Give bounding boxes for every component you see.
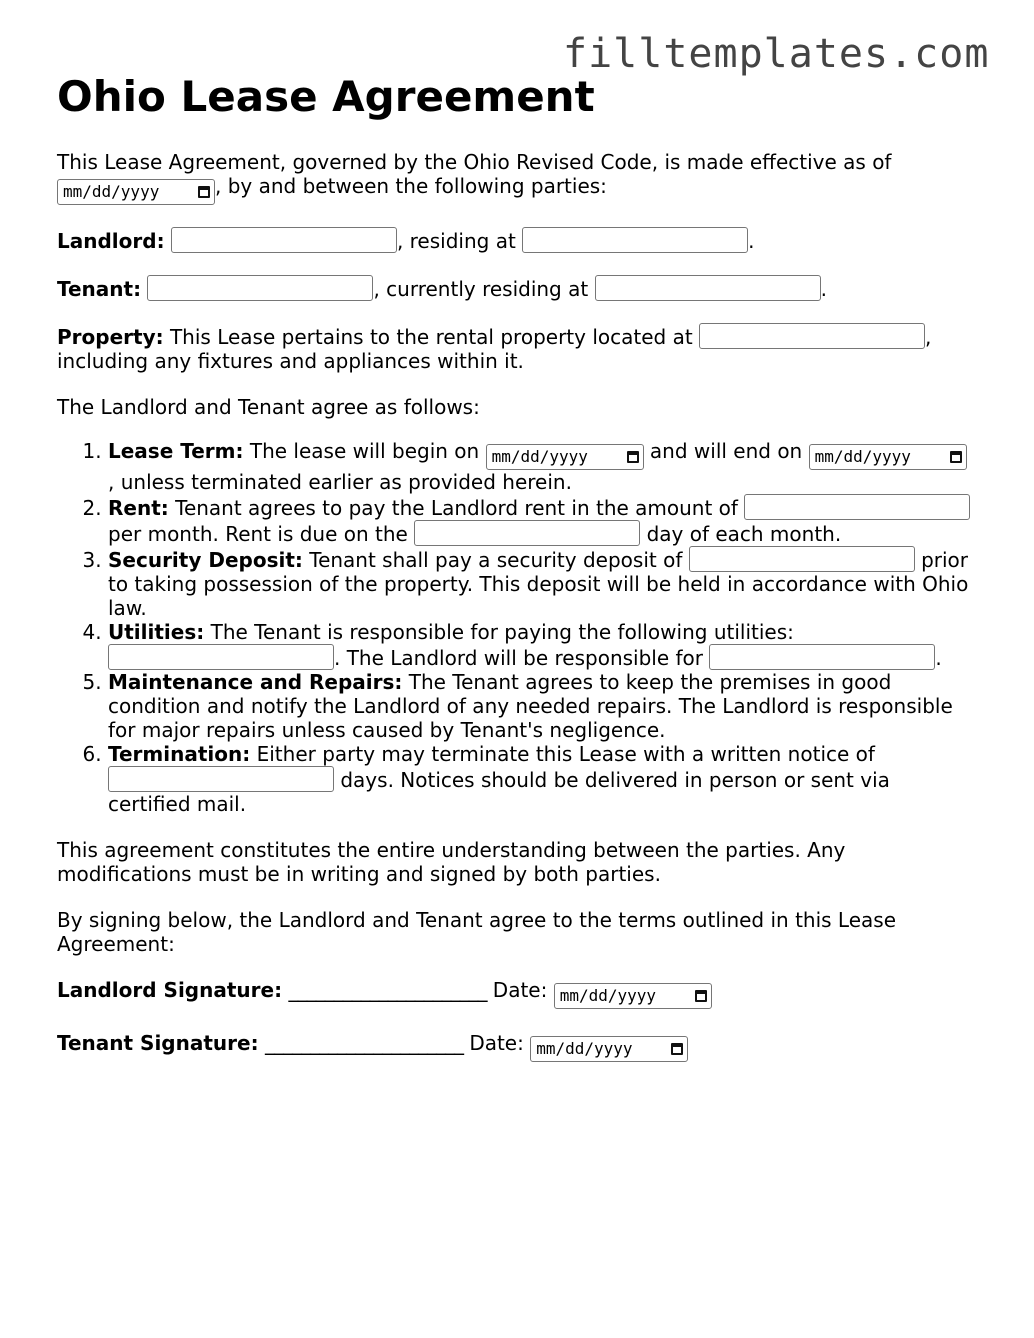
utilities-text-3: .: [935, 646, 942, 670]
lease-start-date-input[interactable]: [486, 444, 644, 470]
property-label: Property:: [57, 325, 164, 349]
term-termination: [108, 742, 977, 816]
property-address-input[interactable]: [699, 323, 925, 349]
landlord-utilities-input[interactable]: [709, 644, 935, 670]
landlord-address-input[interactable]: [522, 227, 748, 253]
landlord-end-text: .: [748, 229, 755, 253]
lease-term-text-3: , unless terminated earlier as provided herein.: [108, 470, 572, 494]
date-placeholder: mm/dd/yyyy: [536, 1039, 633, 1058]
tenant-date-label: Date:: [469, 1031, 524, 1055]
rent-label: Rent:: [108, 496, 169, 520]
watermark: filltemplates.com: [563, 31, 990, 77]
landlord-date-label: Date:: [492, 978, 548, 1002]
utilities-text-1: The Tenant is responsible for paying the following utilities:: [210, 620, 794, 644]
term-rent: [108, 494, 977, 546]
lease-term-text-1: The lease will begin on: [249, 439, 480, 463]
tenant-name-input[interactable]: [147, 275, 373, 301]
termination-text-2: days. Notices should be delivered in person or sent via certified mail.: [108, 768, 890, 816]
date-placeholder: mm/dd/yyyy: [814, 447, 911, 466]
utilities-label: Utilities:: [108, 620, 205, 644]
termination-text-1: Either party may terminate this Lease with a written notice of: [256, 742, 875, 766]
date-placeholder: mm/dd/yyyy: [491, 447, 588, 466]
utilities-text-2: . The Landlord will be responsible for: [334, 646, 704, 670]
maintenance-label: Maintenance and Repairs:: [108, 670, 403, 694]
rent-text-3: day of each month.: [646, 522, 842, 546]
date-placeholder: mm/dd/yyyy: [63, 182, 160, 201]
landlord-signature-line: [57, 978, 977, 1009]
landlord-name-input[interactable]: [171, 227, 397, 253]
terms-list: [57, 439, 977, 816]
property-text-after: , including any fixtures and appliances within it.: [57, 325, 932, 373]
term-utilities: [108, 620, 977, 670]
intro-text-after: , by and between the following parties:: [215, 174, 607, 198]
rent-amount-input[interactable]: [744, 494, 970, 520]
term-maintenance: [108, 670, 977, 742]
date-placeholder: mm/dd/yyyy: [559, 986, 657, 1005]
tenant-address-input[interactable]: [595, 275, 821, 301]
effective-date-input[interactable]: [57, 179, 215, 205]
deposit-text-2: prior to taking possession of the property. This deposit will be held in accordance with Ohio law.: [108, 548, 969, 620]
term-security-deposit: [108, 546, 977, 620]
calendar-icon[interactable]: [671, 1043, 683, 1055]
landlord-signature-label: Landlord Signature:: [57, 978, 283, 1002]
rent-text-1: Tenant agrees to pay the Landlord rent in the amount of: [175, 496, 738, 520]
page-title: Ohio Lease Agreement: [57, 72, 595, 121]
deposit-label: Security Deposit:: [108, 548, 303, 572]
entire-agreement-paragraph: This agreement constitutes the entire understanding between the parties. Any modifications must be in writing and signed by both parties.: [57, 838, 846, 886]
agree-text: The Landlord and Tenant agree as follows:: [57, 395, 480, 419]
tenant-signature-line: [57, 1031, 977, 1062]
calendar-icon[interactable]: [198, 186, 210, 198]
notice-days-input[interactable]: [108, 766, 334, 792]
signing-paragraph: By signing below, the Landlord and Tenant agree to the terms outlined in this Lease Agreement:: [57, 908, 897, 956]
intro-paragraph: [57, 150, 977, 205]
tenant-label: Tenant:: [57, 277, 142, 301]
calendar-icon[interactable]: [627, 451, 639, 463]
tenant-signature-date-input[interactable]: [530, 1036, 688, 1062]
deposit-text-1: Tenant shall pay a security deposit of: [309, 548, 683, 572]
calendar-icon[interactable]: [695, 990, 707, 1002]
term-lease-term: [108, 439, 977, 494]
rent-due-day-input[interactable]: [414, 520, 640, 546]
property-text-before: This Lease pertains to the rental property located at: [169, 325, 693, 349]
tenant-mid-text: , currently residing at: [373, 277, 589, 301]
tenant-signature-label: Tenant Signature:: [57, 1031, 259, 1055]
landlord-line: [57, 227, 977, 253]
rent-text-2: per month. Rent is due on the: [108, 522, 408, 546]
termination-label: Termination:: [108, 742, 251, 766]
lease-term-text-2: and will end on: [649, 439, 803, 463]
property-paragraph: [57, 323, 977, 373]
landlord-mid-text: , residing at: [396, 229, 516, 253]
tenant-signature-blank[interactable]: ______________________: [264, 1031, 463, 1055]
tenant-utilities-input[interactable]: [108, 644, 334, 670]
landlord-label: Landlord:: [57, 229, 165, 253]
intro-text-before: This Lease Agreement, governed by the Ohio Revised Code, is made effective as of: [57, 150, 892, 174]
calendar-icon[interactable]: [950, 451, 962, 463]
tenant-line: [57, 275, 977, 301]
lease-term-label: Lease Term:: [108, 439, 244, 463]
document-page: [57, 0, 977, 1062]
maintenance-text: The Tenant agrees to keep the premises in good condition and notify the Landlord of any needed repairs. The Landlord is responsible for major repairs unless caused by Tenant's negligence.: [108, 670, 953, 742]
tenant-end-text: .: [820, 277, 827, 301]
landlord-signature-date-input[interactable]: [554, 983, 712, 1009]
deposit-amount-input[interactable]: [689, 546, 915, 572]
landlord-signature-blank[interactable]: ______________________: [288, 978, 487, 1002]
lease-end-date-input[interactable]: [809, 444, 967, 470]
